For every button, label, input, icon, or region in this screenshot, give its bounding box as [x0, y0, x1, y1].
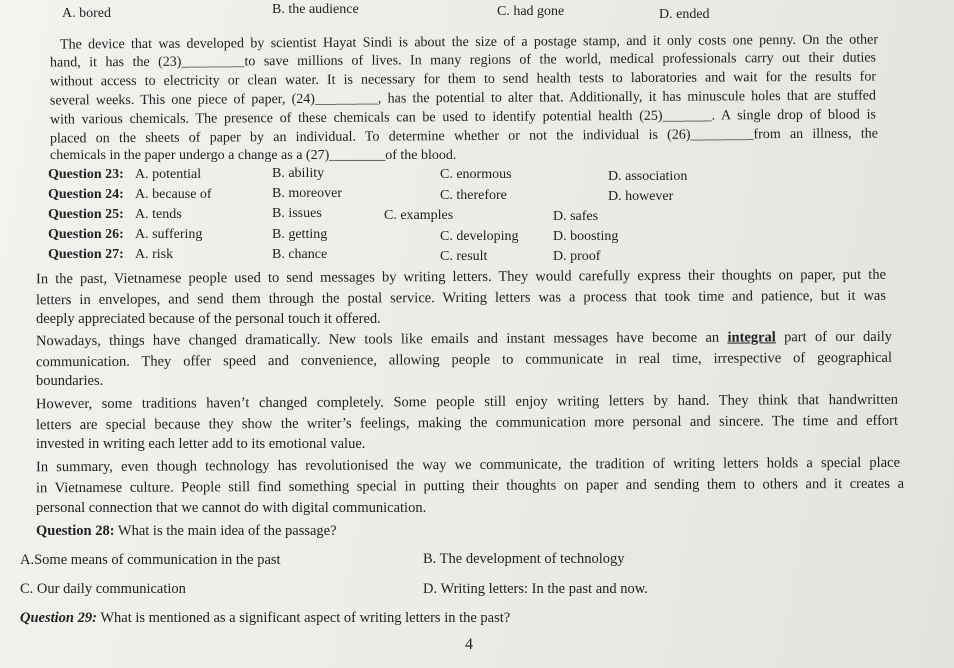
passage-1-line: The device that was developed by scientist Hayat Sindi is about the size of a postage stamp, and it only costs one penny. On the other [59, 32, 879, 53]
passage-1-line: several weeks. This one piece of paper, (24)_________, has the potential to alter that. Additionally, it has minuscule holes that are stuffed [49, 88, 877, 109]
option-a: A. because of [135, 187, 212, 202]
question-28-option-c: C. Our daily communication [20, 581, 186, 597]
passage-2-line: invested in writing each letter add to its emotional value. [36, 436, 366, 452]
passage-text: part of our daily [775, 328, 893, 346]
passage-2-line: personal connection that we cannot do with digital communication. [36, 500, 427, 516]
question-text: What is the main idea of the passage? [114, 523, 337, 539]
question-29 [20, 609, 510, 627]
option-c: C. result [440, 249, 488, 264]
top-option-a: A. bored [62, 6, 111, 21]
passage-2-line: letters in envelopes, and send them through the postal service. Writing letters was a process that took time and patience, but it was [35, 287, 887, 309]
page-number: 4 [465, 636, 473, 653]
option-a: A. suffering [135, 227, 203, 242]
passage-text: Nowadays, things have changed dramatically. New tools like emails and instant messages have become an [35, 329, 728, 350]
top-option-b: B. the audience [272, 2, 359, 17]
option-b: B. ability [272, 166, 325, 181]
option-c: C. therefore [440, 188, 507, 203]
option-c: C. developing [440, 229, 519, 244]
passage-1-line: with various chemicals. The presence of these chemicals can be used to identify potential health (25)_______. A single drop of blood is [49, 107, 877, 128]
passage-2-line: boundaries. [36, 373, 104, 389]
passage-1-line: placed on the sheets of paper by an individual. To determine whether or not the individual is (26)_________from an illness, the [49, 126, 879, 147]
top-option-d: D. ended [659, 7, 710, 22]
option-b: B. getting [272, 227, 328, 242]
passage-2-line: communication. They offer speed and convenience, allowing people to communicate in real time, irrespective of geographical [35, 349, 893, 371]
option-b: B. issues [272, 206, 322, 221]
passage-2-line [36, 328, 892, 350]
question-28-option-a: A.Some means of communication in the past [20, 552, 281, 568]
question-text: What is mentioned as a significant aspect of writing letters in the past? [96, 610, 511, 626]
option-a: A. risk [135, 247, 174, 262]
option-d: D. safes [553, 209, 599, 224]
question-label: Question 28: [36, 523, 115, 539]
passage-2-line: However, some traditions haven’t changed completely. Some people still enjoy writing letters by hand. They think that handwritten [35, 391, 899, 413]
option-d: D. however [608, 189, 674, 204]
question-label: Question 24: [48, 187, 124, 202]
question-label: Question 27: [48, 247, 124, 262]
question-28-option-d: D. Writing letters: In the past and now. [423, 581, 648, 597]
option-d: D. proof [553, 249, 601, 264]
top-option-c: C. had gone [497, 4, 565, 19]
passage-1-line: chemicals in the paper undergo a change as a (27)________of the blood. [50, 148, 457, 163]
question-28 [36, 522, 337, 540]
option-c: C. enormous [440, 167, 512, 182]
option-b: B. moreover [272, 186, 342, 201]
option-d: D. association [608, 169, 688, 184]
passage-2-line: deeply appreciated because of the personal touch it offered. [36, 311, 381, 327]
underlined-word: integral [727, 329, 776, 346]
question-label: Question 26: [48, 227, 124, 242]
question-28-option-b: B. The development of technology [423, 551, 625, 567]
passage-2-line: in Vietnamese culture. People still find something special in putting their thoughts on paper and sending them to others and it creates a [35, 475, 905, 497]
option-a: A. tends [135, 207, 182, 222]
question-label: Question 23: [48, 167, 124, 182]
option-c: C. examples [384, 208, 454, 223]
option-a: A. potential [135, 167, 202, 182]
question-label: Question 29: [20, 610, 97, 626]
passage-1-line: hand, it has the (23)_________to save millions of lives. In many regions of the world, medical professionals carry out their duties [49, 50, 877, 71]
passage-1-line: without access to electricity or clean water. It is necessary for them to send health tests to laboratories and wait for the results for [49, 69, 877, 90]
option-d: D. boosting [553, 229, 619, 244]
passage-2-line: In summary, even though technology has revolutionised the way we communicate, the tradition of writing letters holds a special place [35, 454, 901, 476]
option-b: B. chance [272, 247, 328, 262]
passage-2-line: letters are special because they show the writer’s feelings, making the communication more personal and sincere. The time and effort [35, 412, 899, 434]
passage-2-line: In the past, Vietnamese people used to send messages by writing letters. They would carefully express their thoughts on paper, put the [35, 266, 887, 288]
question-label: Question 25: [48, 207, 124, 222]
